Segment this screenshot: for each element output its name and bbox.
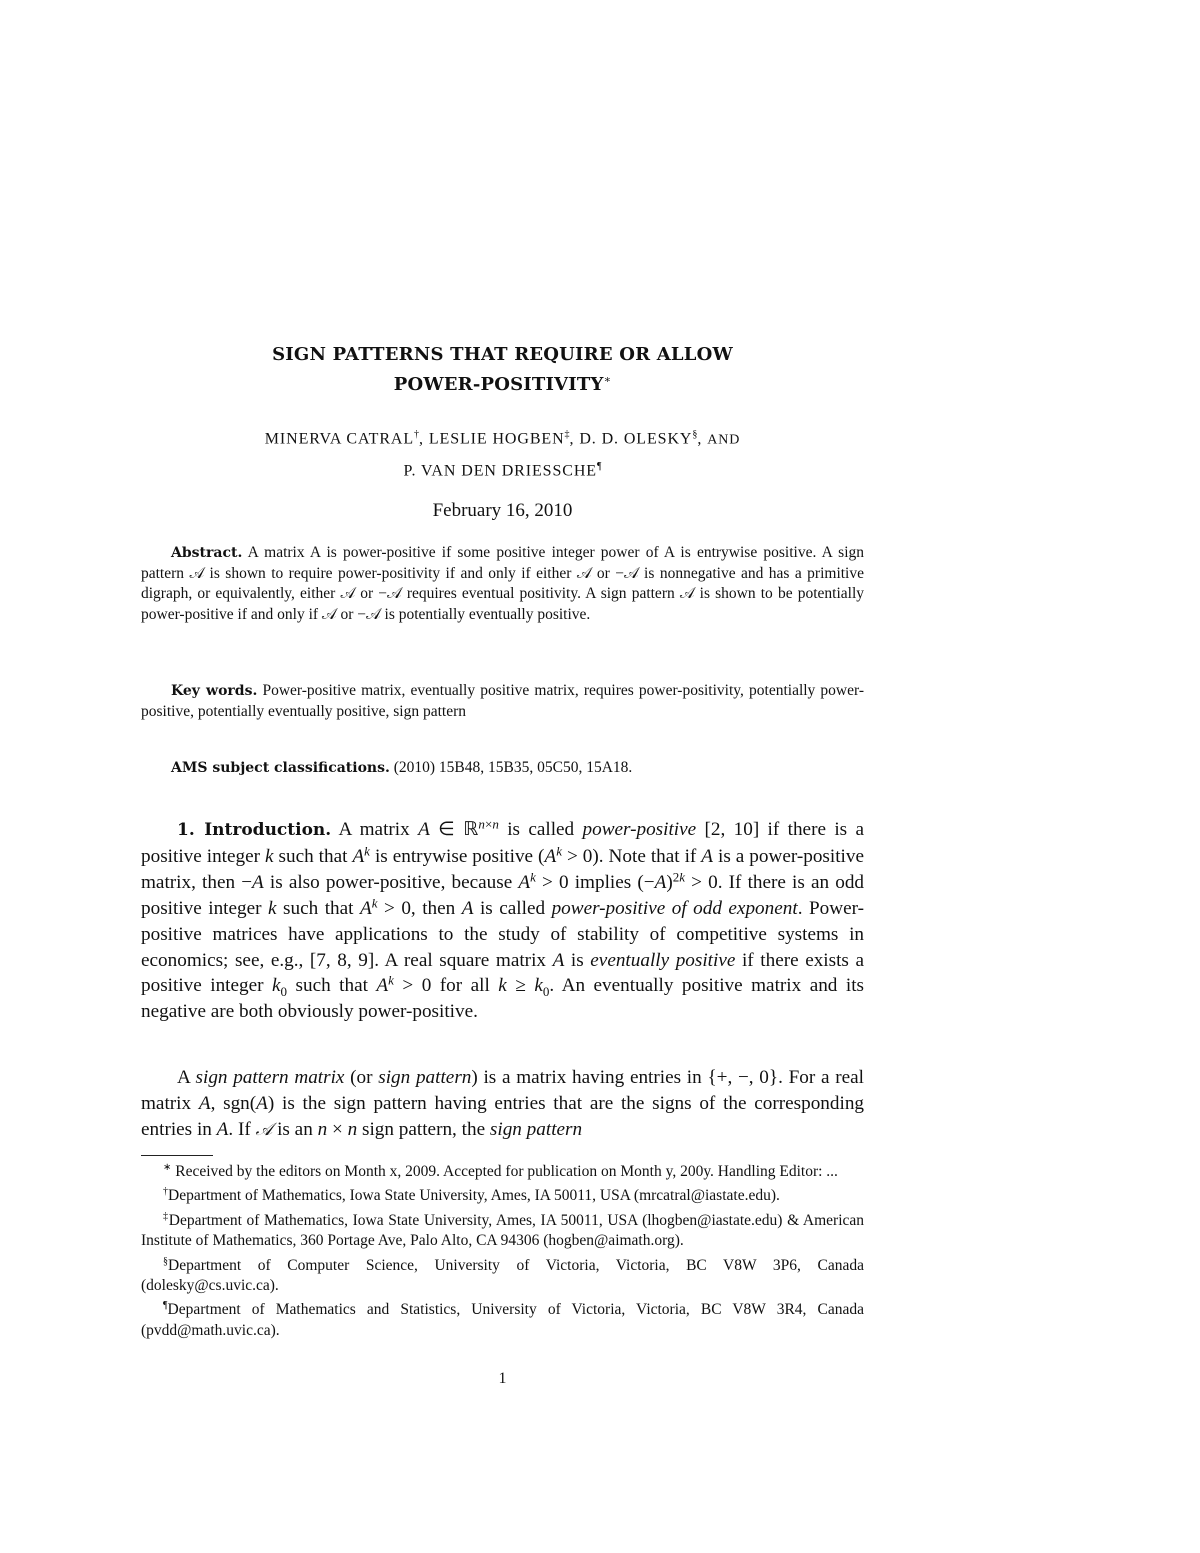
- footnote: ∗ Received by the editors on Month x, 2009. Accepted for publication on Month y, 200y. Handling Editor: ...: [163, 1162, 838, 1181]
- author-list: MINERVA CATRAL†, LESLIE HOGBEN‡, D. D. OLESKY§, AND P. VAN DEN DRIESSCHE¶: [264, 429, 741, 480]
- author-footnote-mark: ¶: [596, 461, 602, 473]
- ams-label: AMS subject classifications.: [171, 760, 390, 776]
- sign-pattern-paragraph: A sign pattern matrix (or sign pattern) is a matrix having entries in {+, −, 0}. For a real matrix A, sgn(A) is the sign pattern having entries that are the signs of the corresponding entries in A. If 𝒜 is an n × n sign pattern, the sign pattern: [141, 1067, 865, 1140]
- keywords-label: Key words.: [171, 683, 258, 699]
- author-name: LESLIE HOGBEN: [428, 430, 565, 448]
- footnote-divider: [141, 1155, 213, 1156]
- paper-title: [141, 342, 864, 397]
- author-footnote-mark: †: [414, 429, 420, 440]
- author-name: P. VAN DEN DRIESSCHE: [403, 462, 597, 480]
- footnotes: [141, 1158, 864, 1341]
- page-number: 1: [498, 1370, 507, 1387]
- footnote: §Department of Computer Science, University of Victoria, Victoria, BC V8W 3P6, Canada (dolesky@cs.uvic.ca).: [141, 1255, 864, 1295]
- author-name: D. D. OLESKY: [579, 430, 693, 448]
- abstract-text: A matrix A is power-positive if some positive integer power of A is entrywise positive. A sign pattern 𝒜 is shown to require power-positivity if and only if either 𝒜 or −𝒜 is nonnegative and has a primitive digraph, or equivalently, either 𝒜 or −𝒜 requires eventual positivity. A sign pattern 𝒜 is shown to be potentially power-positive if and only if 𝒜 or −𝒜 is potentially eventually positive.: [141, 544, 864, 623]
- ams-text: (2010) 15B48, 15B35, 05C50, 15A18.: [393, 759, 633, 776]
- footnote: †Department of Mathematics, Iowa State University, Ames, IA 50011, USA (mrcatral@iastate.edu).: [163, 1186, 780, 1205]
- paper-date: February 16, 2010: [432, 500, 573, 521]
- footnote: ¶Department of Mathematics and Statistics, University of Victoria, Victoria, BC V8W 3R4, Canada (pvdd@math.uvic.ca).: [141, 1300, 864, 1339]
- keywords-text: Power-positive matrix, eventually positive matrix, requires power-positivity, potentially power-positive, potentially eventually positive, sign pattern: [141, 682, 865, 720]
- abstract-label: Abstract.: [171, 545, 243, 561]
- author-conjunction: AND: [707, 432, 741, 448]
- title-footnote-mark: ∗: [603, 373, 612, 386]
- keywords: [141, 681, 864, 722]
- ams-classifications: [141, 758, 864, 779]
- title-line-2: POWER-POSITIVITY: [393, 374, 604, 395]
- abstract: [141, 543, 864, 625]
- author-footnote-mark: ‡: [564, 429, 570, 440]
- section-heading: 1. Introduction.: [177, 820, 332, 840]
- author-footnote-mark: §: [692, 429, 698, 440]
- author-name: MINERVA CATRAL: [264, 430, 415, 448]
- title-line-1: SIGN PATTERNS THAT REQUIRE OR ALLOW: [272, 344, 733, 365]
- introduction-paragraph: 1. Introduction. A matrix A ∈ ℝ$^{n\times n}$ is called power-positive [2, 10] if there is a positive integer k such that $A^k$ is entrywise positive $(A^k > 0)$. Note that if A is a power-positive matrix, then −A is also power-positive, because $A^k > 0$ implies $(-A)^{2k} > 0$. If there is an odd positive integer k such that $A^k > 0$, then A is called power-positive of odd exponent. Power-positive matrices have applications to the study of stability of competitive systems in economics; see, e.g., [7, 8, 9]. A real square matrix A is eventually positive if there exists a positive integer $k_0$ such that $A^k > 0$ for all $k \ge k_0$. An eventually positive matrix and its negative are both obviously power-positive.: [141, 816, 865, 1023]
- footnote: ‡Department of Mathematics, Iowa State University, Ames, IA 50011, USA (lhogben@iastate.edu) & American Institute of Mathematics, 360 Portage Ave, Palo Alto, CA 94306 (hogben@aimath.org).: [141, 1210, 865, 1250]
